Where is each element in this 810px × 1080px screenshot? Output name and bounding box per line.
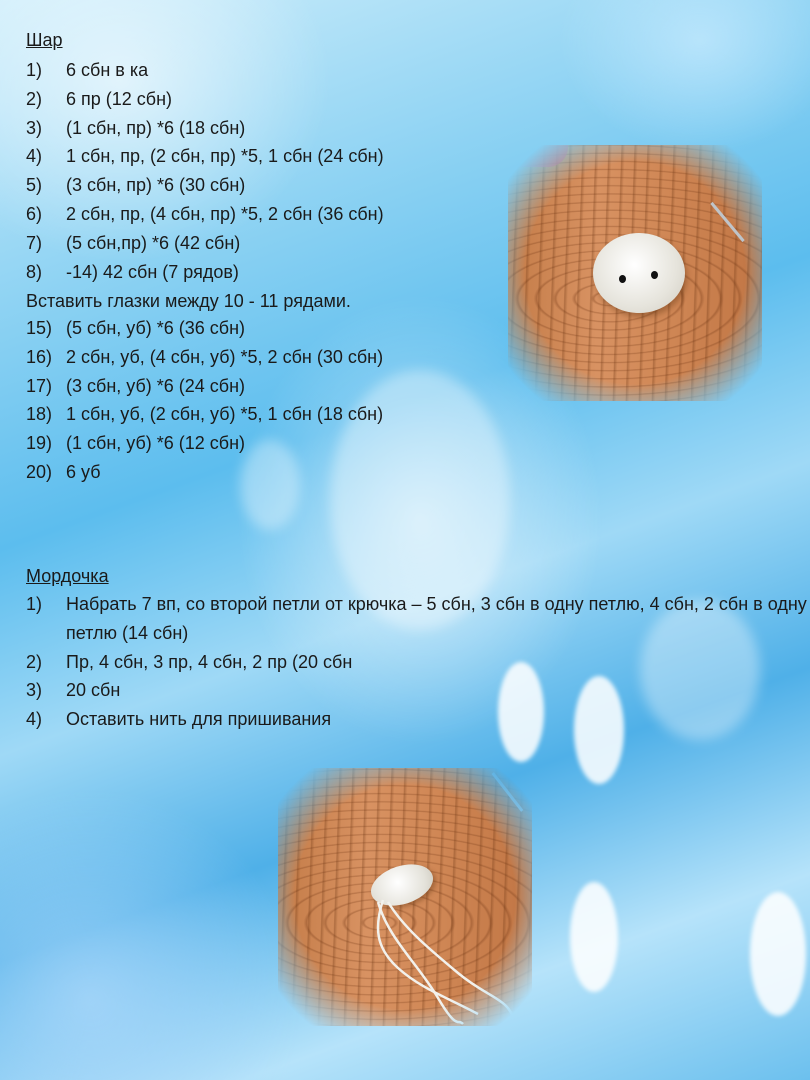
step-number: 6): [26, 203, 43, 224]
mordochka-steps-list: [26, 590, 810, 734]
step-number: 18): [26, 404, 53, 425]
step-number: 2): [26, 651, 43, 672]
step-item: [26, 400, 383, 429]
step-number: 4): [26, 709, 43, 730]
step-item: [26, 429, 383, 458]
step-item: [26, 200, 384, 229]
crochet-ball: [593, 233, 685, 313]
step-item: [26, 590, 810, 648]
step-number: 19): [26, 433, 53, 454]
step-text: 1 сбн, уб, (2 сбн, уб) *5, 1 сбн (18 сбн): [66, 404, 384, 425]
step-text: (3 сбн, уб) *6 (24 сбн): [66, 375, 246, 396]
section-title-mordochka: Мордочка: [26, 566, 109, 586]
step-text: 6 сбн в ка: [66, 60, 149, 80]
step-item: [26, 85, 384, 114]
step-number: 4): [26, 146, 43, 167]
step-number: 8): [26, 261, 43, 282]
step-item: [26, 343, 383, 372]
step-text: 20 сбн: [66, 680, 121, 701]
step-number: 2): [26, 88, 43, 109]
eye-right: [651, 271, 658, 279]
step-number: 7): [26, 232, 43, 253]
step-number: 1): [26, 594, 43, 614]
yarn-tail: [278, 768, 532, 1026]
eye-left: [619, 275, 626, 283]
step-number: 17): [26, 375, 53, 396]
ball-photo: [508, 145, 762, 401]
step-item: [26, 372, 383, 401]
step-text: Пр, 4 сбн, 3 пр, 4 сбн, 2 пр (20 сбн: [66, 651, 353, 672]
step-text: (3 сбн, пр) *6 (30 сбн): [66, 175, 246, 196]
step-text: 2 сбн, уб, (4 сбн, уб) *5, 2 сбн (30 сбн): [66, 346, 384, 367]
step-text: -14) 42 сбн (7 рядов): [66, 261, 239, 282]
snout-photo: [278, 768, 532, 1026]
step-item: [26, 114, 384, 143]
step-number: 1): [26, 60, 43, 80]
step-number: 3): [26, 117, 43, 138]
step-item: [26, 314, 383, 343]
section-title-shar: Шар: [26, 30, 63, 50]
shar-steps-list-2: [26, 314, 383, 487]
step-text: (5 сбн, уб) *6 (36 сбн): [66, 318, 246, 338]
step-item: [26, 56, 384, 85]
step-text: Набрать 7 вп, со второй петли от крючка – 5 сбн, 3 сбн в одну петлю, 4 сбн, 2 сбн в одну петлю (14 сбн): [66, 594, 807, 643]
step-text: 6 пр (12 сбн): [66, 88, 173, 109]
step-text: (1 сбн, пр) *6 (18 сбн): [66, 117, 246, 138]
step-text: 2 сбн, пр, (4 сбн, пр) *5, 2 сбн (36 сбн): [66, 203, 384, 224]
step-item: [26, 676, 810, 705]
step-number: 5): [26, 175, 43, 196]
step-text: (5 сбн,пр) *6 (42 сбн): [66, 232, 241, 253]
bokeh-circle: [750, 892, 806, 1016]
step-item: [26, 705, 810, 734]
step-text: (1 сбн, уб) *6 (12 сбн): [66, 433, 246, 454]
step-text: 1 сбн, пр, (2 сбн, пр) *5, 1 сбн (24 сбн): [66, 146, 384, 167]
step-item: [26, 458, 383, 487]
bokeh-circle: [570, 882, 618, 992]
step-number: 15): [26, 318, 53, 338]
eyes-note: Вставить глазки между 10 - 11 рядами.: [26, 291, 351, 311]
step-number: 3): [26, 680, 43, 701]
step-number: 20): [26, 461, 53, 482]
step-item: [26, 258, 384, 287]
step-text: 6 уб: [66, 461, 101, 482]
pink-yarn: [508, 145, 568, 167]
step-item: [26, 171, 384, 200]
step-item: [26, 142, 384, 171]
shar-steps-list: [26, 56, 384, 286]
step-number: 16): [26, 346, 53, 367]
step-item: [26, 229, 384, 258]
step-text: Оставить нить для пришивания: [66, 709, 332, 730]
step-item: [26, 648, 810, 677]
